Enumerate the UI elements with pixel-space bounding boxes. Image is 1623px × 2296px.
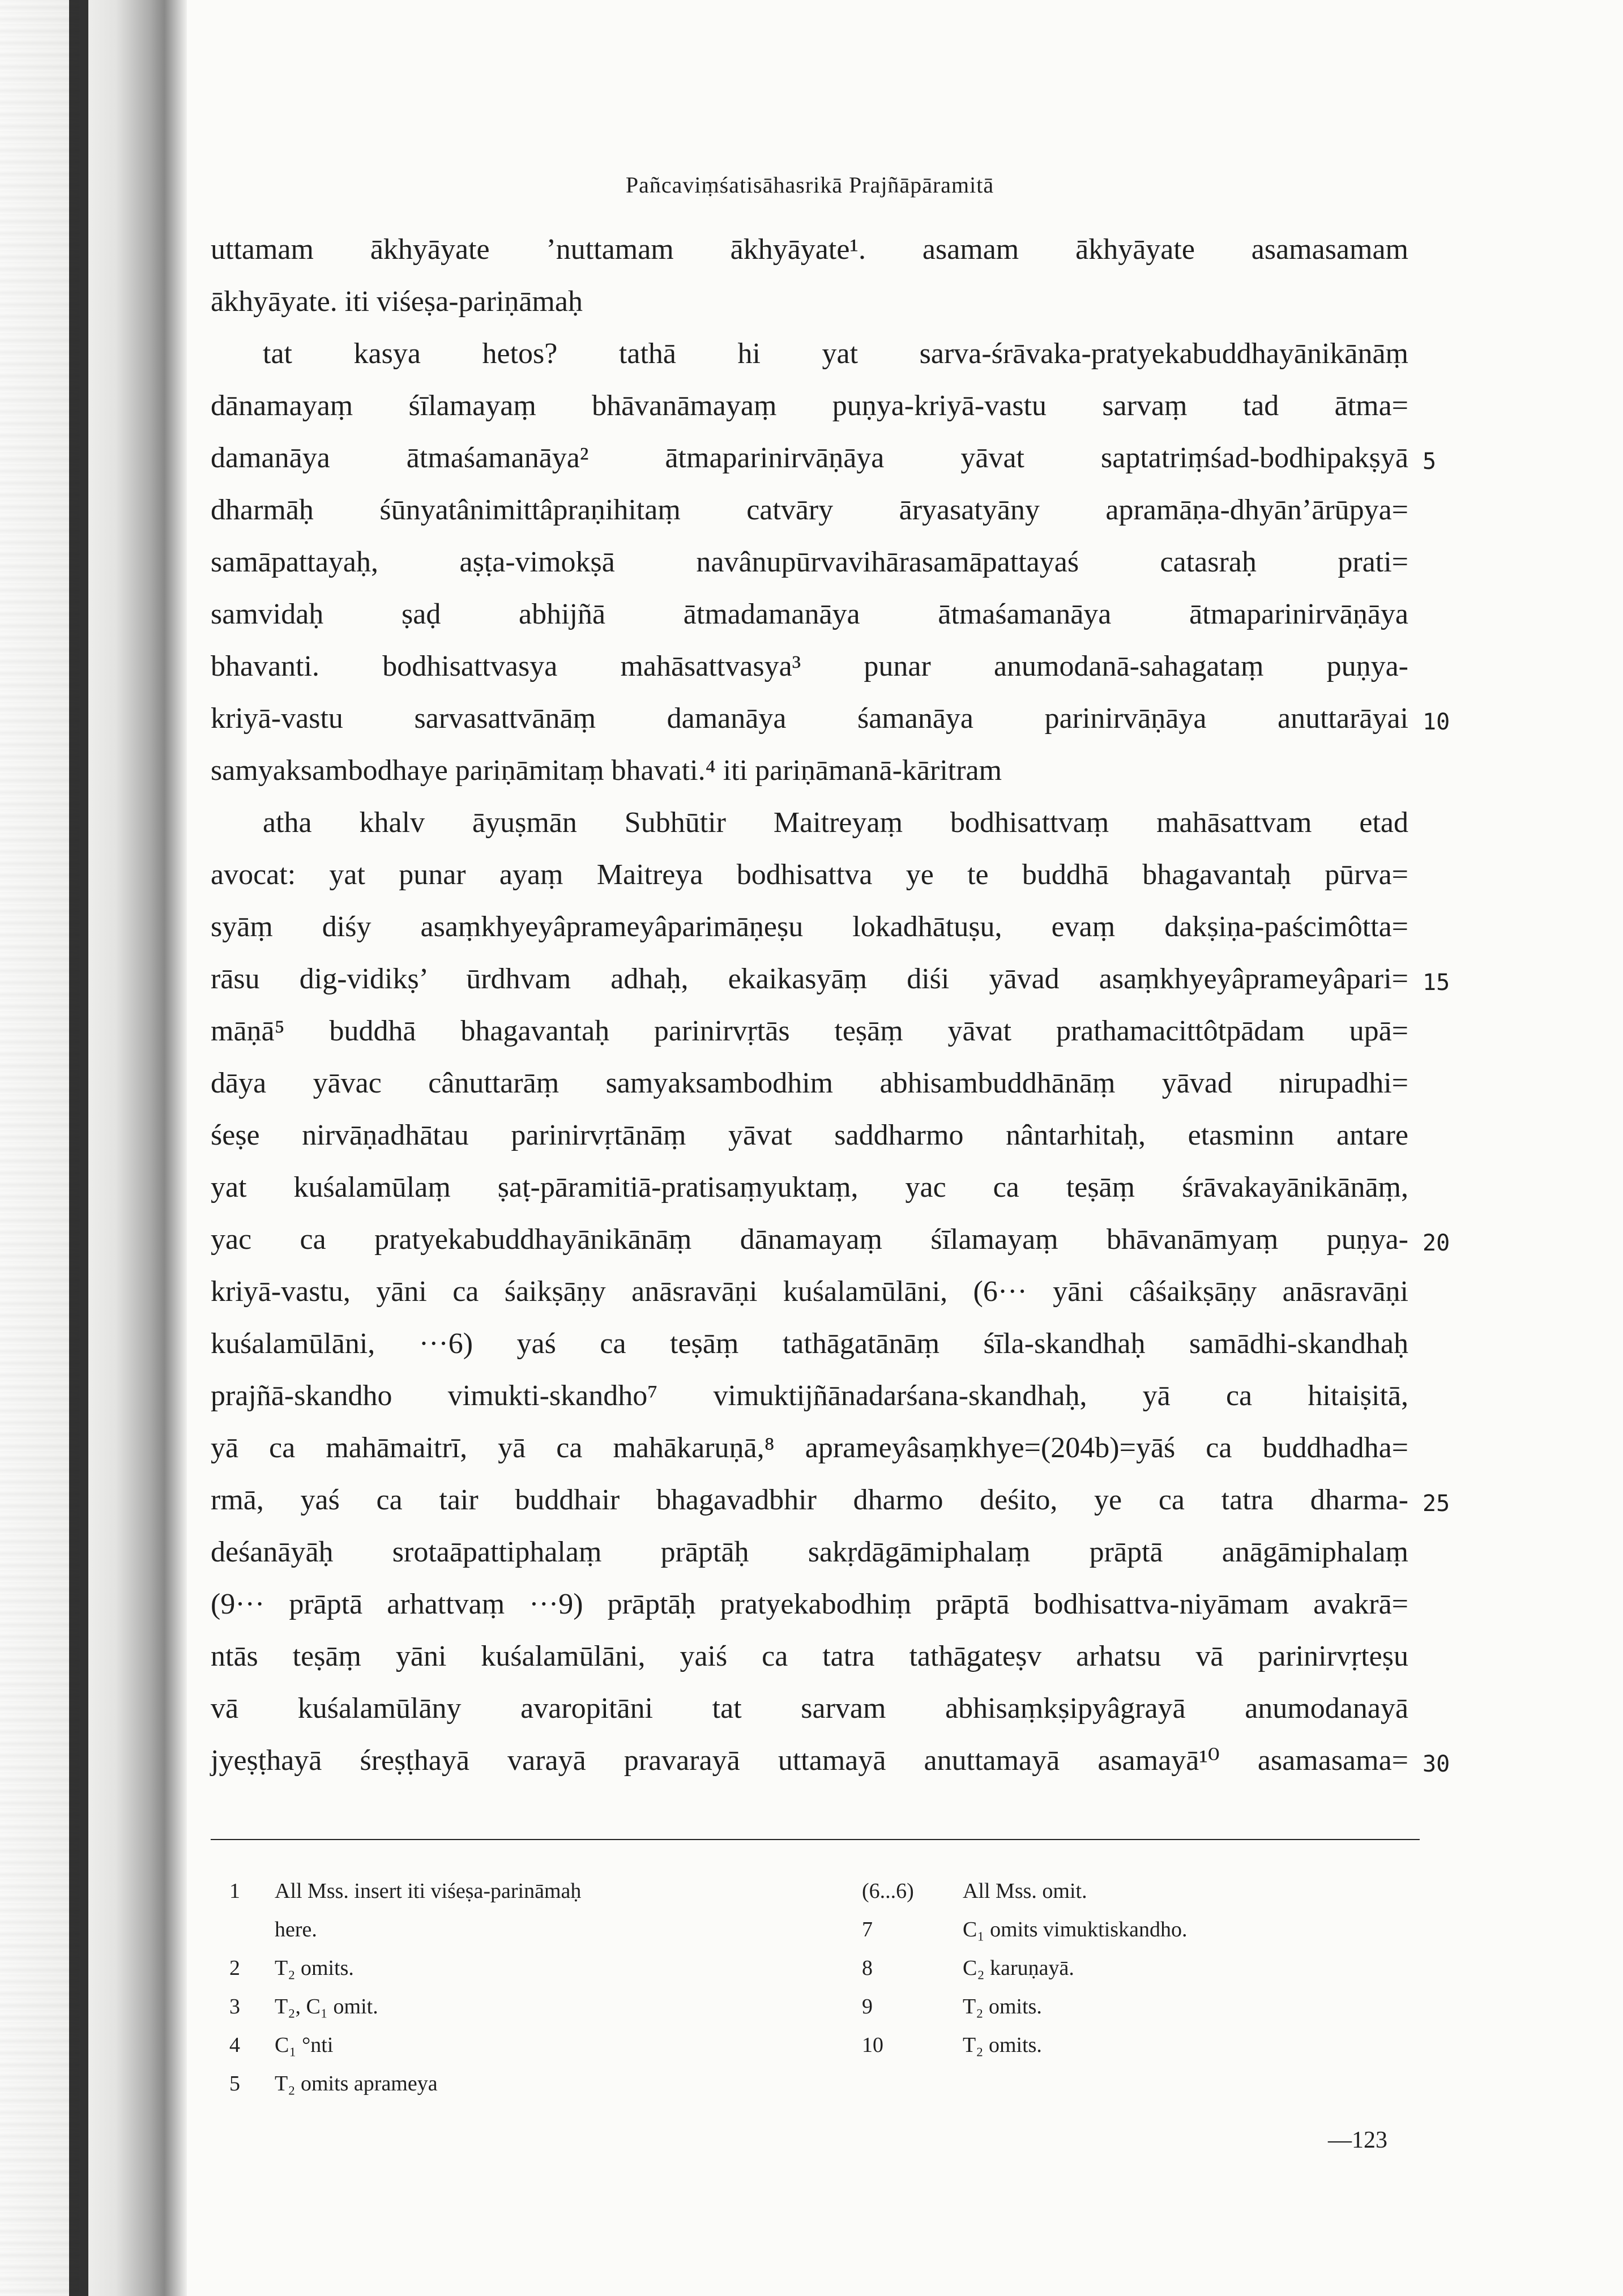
footnote-rule xyxy=(211,1839,1420,1840)
running-head: Pañcaviṃśatisāhasrikā Prajñāpāramitā xyxy=(625,172,994,198)
footnote xyxy=(862,1872,1428,1910)
page-spine xyxy=(69,0,88,2296)
line-text: jyeṣṭhayā śreṣṭhayā varayā pravarayā uttamayā anuttamayā asamayā¹⁰ asamasama= xyxy=(211,1744,1408,1777)
footnote-number xyxy=(229,1910,275,1949)
text-line xyxy=(211,1318,1408,1370)
text-line xyxy=(211,1214,1450,1266)
line-text: yac ca pratyekabuddhayānikānāṃ dānamayaṃ śīlamayaṃ bhāvanāmyaṃ puṇya- xyxy=(211,1223,1408,1256)
footnote-number: 4 xyxy=(229,2033,240,2057)
text-line xyxy=(211,953,1450,1005)
line-number: 15 xyxy=(1423,970,1450,996)
line-text: vā kuśalamūlāny avaropitāni tat sarvam abhisaṃkṣipyâgrayā anumodanayā xyxy=(211,1692,1408,1725)
footnote-number: (6...6) xyxy=(862,1879,914,1903)
footnote xyxy=(229,2064,796,2103)
binding-gradient xyxy=(0,0,187,2296)
text-line xyxy=(211,1631,1408,1683)
footnote xyxy=(862,1949,1428,1987)
text-line xyxy=(211,1109,1408,1162)
footnote-text: C₁ °nti xyxy=(275,2033,334,2057)
line-text: samyaksambodhaye pariṇāmitaṃ bhavati.⁴ iti pariṇāmanā-kāritram xyxy=(211,754,1002,787)
line-text: syāṃ diśy asaṃkhyeyâprameyâparimāṇeṣu lokadhātuṣu, evaṃ dakṣiṇa-paścimôtta= xyxy=(211,911,1408,943)
footnote-number: 8 xyxy=(862,1956,873,1980)
line-text: prajñā-skandho vimukti-skandho⁷ vimuktijñānadarśana-skandhaḥ, yā ca hitaiṣitā, xyxy=(211,1380,1408,1412)
footnote-number: 9 xyxy=(862,1995,873,2018)
footnote-text: T₂ omits. xyxy=(275,1956,354,1980)
text-line xyxy=(211,693,1450,745)
footnote-number: 7 xyxy=(862,1918,873,1941)
line-text: samvidaḥ ṣaḍ abhijñā ātmadamanāya ātmaśamanāya ātmaparinirvāṇāya xyxy=(211,598,1408,630)
footnote xyxy=(862,2026,1428,2064)
line-text: rāsu dig-vidikṣ’ ūrdhvam adhaḥ, ekaikasyāṃ diśi yāvad asaṃkhyeyâprameyâpari= xyxy=(211,963,1408,995)
text-line xyxy=(211,224,1408,276)
text-line xyxy=(211,328,1408,380)
text-line xyxy=(211,745,1408,797)
line-text: avocat: yat punar ayaṃ Maitreya bodhisattva ye te buddhā bhagavantaḥ pūrva= xyxy=(211,859,1408,891)
text-line xyxy=(211,1683,1408,1735)
line-text: kuśalamūlāni, ···6) yaś ca teṣāṃ tathāgatānāṃ śīla-skandhaḥ samādhi-skandhaḥ xyxy=(211,1328,1408,1360)
line-text: kriyā-vastu, yāni ca śaikṣāṇy anāsravāṇi kuśalamūlāni, (6··· yāni câśaikṣāṇy anāsravāṇi xyxy=(211,1275,1408,1308)
line-text: tat kasya hetos? tathā hi yat sarva-śrāvaka-pratyekabuddhayānikānāṃ xyxy=(263,338,1408,370)
footnote xyxy=(862,1987,1428,2026)
line-number: 20 xyxy=(1423,1230,1450,1256)
footnote-text: T₂ omits. xyxy=(963,1995,1042,2018)
line-number: 5 xyxy=(1423,449,1437,475)
footnote-text: T₂ omits aprameya xyxy=(275,2072,438,2096)
line-text: māṇā⁵ buddhā bhagavantaḥ parinirvṛtās teṣāṃ yāvat prathamacittôtpādam upā= xyxy=(211,1015,1408,1047)
page-number: —123 xyxy=(1328,2127,1387,2153)
body-text xyxy=(211,224,1450,1787)
line-text: deśanāyāḥ srotaāpattiphalaṃ prāptāḥ sakṛdāgāmiphalaṃ prāptā anāgāmiphalaṃ xyxy=(211,1536,1408,1568)
line-text: yā ca mahāmaitrī, yā ca mahākaruṇā,⁸ aprameyâsaṃkhye=(204b)=yāś ca buddhadha= xyxy=(211,1432,1408,1464)
text-line xyxy=(211,1422,1408,1474)
text-line xyxy=(211,1370,1408,1422)
text-line xyxy=(211,1266,1408,1318)
text-line xyxy=(211,1526,1408,1578)
text-line xyxy=(211,641,1408,693)
footnotes-right xyxy=(862,1872,1428,2064)
footnote xyxy=(229,1910,796,1949)
footnote xyxy=(229,2026,796,2064)
footnote-text: All Mss. insert iti viśeṣa-parināmaḥ xyxy=(275,1879,582,1903)
line-text: ntās teṣāṃ yāni kuśalamūlāni, yaiś ca tatra tathāgateṣv arhatsu vā parinirvṛteṣu xyxy=(211,1640,1408,1672)
footnote xyxy=(862,1910,1428,1949)
line-text: rmā, yaś ca tair buddhair bhagavadbhir dharmo deśito, ye ca tatra dharma- xyxy=(211,1484,1408,1516)
text-line xyxy=(211,432,1437,484)
footnote-number: 10 xyxy=(862,2033,883,2057)
footnote-number: 2 xyxy=(229,1956,240,1980)
footnote-number: 3 xyxy=(229,1995,240,2018)
text-line xyxy=(211,380,1408,432)
footnote-text: T₂, C₁ omit. xyxy=(275,1995,378,2018)
footnote-number: 1 xyxy=(229,1879,240,1903)
footnotes-left xyxy=(229,1872,796,2103)
line-text: yat kuśalamūlaṃ ṣaṭ-pāramitiā-pratisaṃyuktaṃ, yac ca teṣāṃ śrāvakayānikānāṃ, xyxy=(211,1171,1408,1204)
footnote xyxy=(229,1872,796,1910)
footnote-text: here. xyxy=(275,1918,317,1941)
text-line xyxy=(211,1057,1408,1109)
text-line xyxy=(211,901,1408,953)
line-text: bhavanti. bodhisattvasya mahāsattvasya³ punar anumodanā-sahagataṃ puṇya- xyxy=(211,650,1408,682)
line-text: uttamam ākhyāyate ’nuttamam ākhyāyate¹. asamam ākhyāyate asamasamam xyxy=(211,233,1408,266)
footnote-text: C₂ karuṇayā. xyxy=(963,1956,1074,1980)
text-line xyxy=(211,797,1408,849)
footnote-text: T₂ omits. xyxy=(963,2033,1042,2057)
line-text: ākhyāyate. iti viśeṣa-pariṇāmaḥ xyxy=(211,285,583,318)
text-line xyxy=(211,1005,1408,1057)
line-text: dānamayaṃ śīlamayaṃ bhāvanāmayaṃ puṇya-kriyā-vastu sarvaṃ tad ātma= xyxy=(211,390,1408,422)
text-line xyxy=(211,536,1408,588)
text-line xyxy=(211,484,1408,536)
text-line xyxy=(211,276,1408,328)
line-number: 30 xyxy=(1423,1751,1450,1777)
text-line xyxy=(211,588,1408,641)
footnote-text: C₁ omits vimuktiskandho. xyxy=(963,1918,1188,1941)
text-line xyxy=(211,1578,1408,1631)
line-text: (9··· prāptā arhattvaṃ ···9) prāptāḥ pratyekabodhiṃ prāptā bodhisattva-niyāmam avakrā= xyxy=(211,1588,1408,1620)
text-line xyxy=(211,1162,1408,1214)
text-line xyxy=(211,1735,1450,1787)
line-number: 25 xyxy=(1423,1491,1450,1517)
line-text: damanāya ātmaśamanāya² ātmaparinirvāṇāya yāvat saptatriṃśad-bodhipakṣyā xyxy=(211,442,1408,474)
line-text: atha khalv āyuṣmān Subhūtir Maitreyaṃ bodhisattvaṃ mahāsattvam etad xyxy=(263,806,1408,839)
line-text: śeṣe nirvāṇadhātau parinirvṛtānāṃ yāvat saddharmo nântarhitaḥ, etasminn antare xyxy=(211,1119,1408,1151)
line-text: kriyā-vastu sarvasattvānāṃ damanāya śamanāya parinirvāṇāya anuttarāyai xyxy=(211,702,1408,735)
footnote xyxy=(229,1949,796,1987)
footnote-text: All Mss. omit. xyxy=(963,1879,1087,1903)
line-text: dharmāḥ śūnyatânimittâpraṇihitaṃ catvāry āryasatyāny apramāṇa-dhyān’ārūpya= xyxy=(211,494,1408,526)
line-text: samāpattayaḥ, aṣṭa-vimokṣā navânupūrvavihārasamāpattayaś catasraḥ prati= xyxy=(211,546,1408,578)
text-line xyxy=(211,1474,1450,1526)
line-text: dāya yāvac cânuttarāṃ samyaksambodhim abhisambuddhānāṃ yāvad nirupadhi= xyxy=(211,1067,1408,1099)
footnote-number: 5 xyxy=(229,2072,240,2096)
line-number: 10 xyxy=(1423,709,1450,735)
footnote xyxy=(229,1987,796,2026)
text-line xyxy=(211,849,1408,901)
